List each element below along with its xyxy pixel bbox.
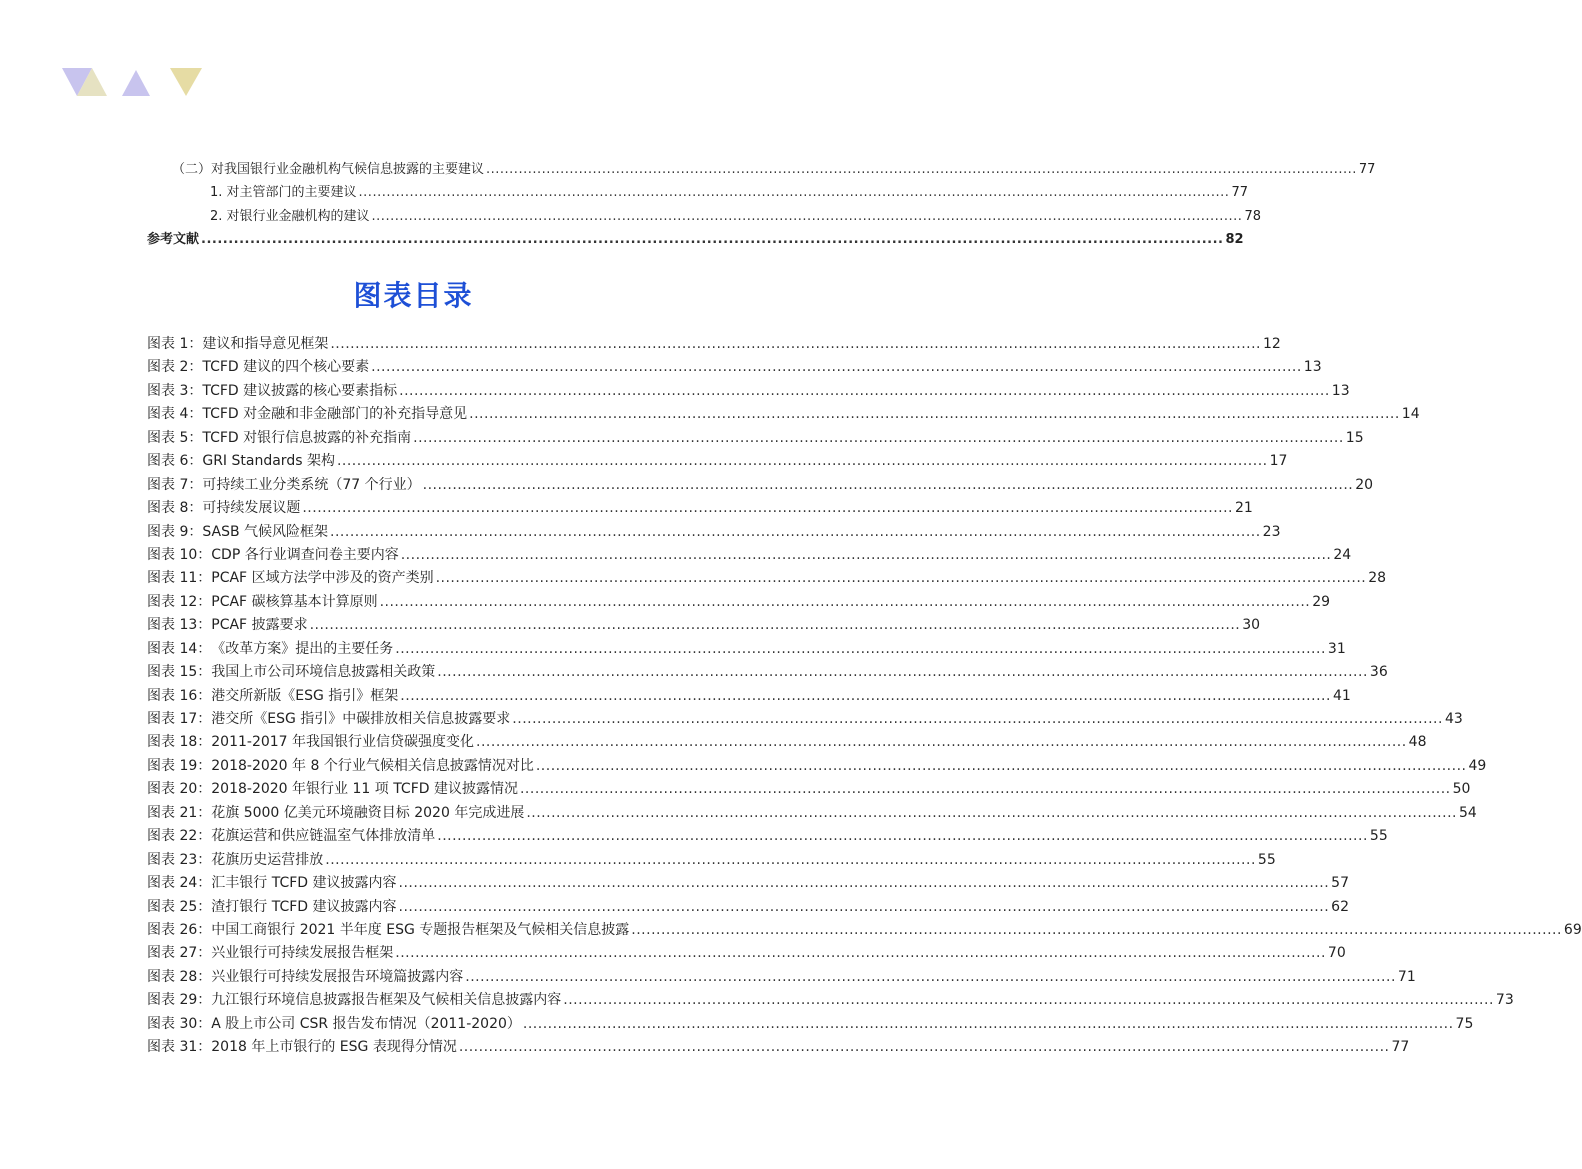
figure-title: 兴业银行可持续发展报告环境篇披露内容 (211, 968, 464, 985)
figure-page: 43 (1444, 711, 1463, 727)
leader-dots (302, 500, 1233, 516)
leader-dots (399, 875, 1330, 891)
leader-dots (325, 852, 1256, 868)
figure-list-item[interactable] (147, 614, 1261, 637)
figure-title: TCFD 对银行信息披露的补充指南 (202, 429, 412, 446)
leader-dots (459, 1039, 1390, 1055)
figure-number: 图表 5： (147, 429, 203, 446)
figure-number: 图表 19： (147, 757, 212, 774)
figure-page: 62 (1331, 898, 1349, 915)
figure-page: 57 (1331, 875, 1349, 892)
figure-title: 《改革方案》提出的主要任务 (211, 640, 394, 657)
figure-list-item[interactable] (147, 567, 1387, 590)
leader-dots (437, 828, 1368, 844)
figure-list-item[interactable] (147, 685, 1351, 708)
figure-page: 30 (1242, 617, 1261, 634)
figure-number: 图表 16： (147, 687, 212, 704)
leader-dots (486, 162, 1357, 177)
figure-list-item[interactable] (147, 1013, 1474, 1036)
figure-page: 17 (1269, 453, 1288, 470)
toc-label: 参考文献 (147, 231, 200, 247)
figure-number: 图表 28： (147, 968, 212, 985)
figure-number: 图表 4： (147, 406, 203, 423)
leader-dots (330, 524, 1261, 540)
figure-list-item[interactable] (147, 356, 1322, 379)
leader-dots (337, 453, 1268, 469)
leader-dots (330, 336, 1261, 352)
figure-number: 图表 17： (147, 711, 212, 727)
figure-number: 图表 27： (147, 945, 212, 962)
figure-number: 图表 30： (147, 1015, 212, 1032)
figure-title: 兴业银行可持续发展报告框架 (211, 945, 394, 962)
leader-dots (437, 664, 1368, 680)
figure-number: 图表 12： (147, 593, 212, 610)
leader-dots (520, 781, 1451, 797)
leader-dots (413, 430, 1344, 446)
toc-page: 77 (1231, 185, 1248, 201)
figure-title: 花旗 5000 亿美元环境融资目标 2020 年完成进展 (211, 804, 525, 821)
figure-list-item[interactable] (147, 755, 1487, 778)
toc-page: 78 (1244, 208, 1261, 224)
figure-title: 港交所《ESG 指引》中碳排放相关信息披露要求 (211, 711, 511, 727)
leader-dots (399, 899, 1330, 915)
figure-page: 69 (1563, 921, 1582, 938)
figure-title: TCFD 对金融和非金融部门的补充指导意见 (202, 406, 468, 423)
figure-list-item[interactable] (147, 380, 1350, 403)
figure-title: PCAF 披露要求 (211, 617, 308, 634)
figure-page: 29 (1312, 593, 1331, 610)
logo-triangle-3 (122, 70, 150, 96)
figure-list-item[interactable] (147, 872, 1349, 895)
figure-page: 73 (1495, 992, 1514, 1009)
leader-dots (401, 547, 1332, 563)
figure-page: 41 (1332, 687, 1351, 704)
figure-page: 50 (1452, 781, 1471, 798)
figure-title: PCAF 碳核算基本计算原则 (211, 593, 378, 610)
toc-line[interactable] (147, 181, 1248, 204)
figure-title: 中国工商银行 2021 半年度 ESG 专题报告框架及气候相关信息披露 (211, 921, 630, 938)
leader-dots (436, 570, 1367, 586)
figure-number: 图表 9： (147, 523, 203, 540)
figure-list-item[interactable] (147, 474, 1374, 497)
figure-number: 图表 1： (147, 336, 203, 352)
figure-title: 港交所新版《ESG 指引》框架 (211, 687, 399, 704)
figure-number: 图表 14： (147, 640, 212, 657)
figure-number: 图表 26： (147, 921, 212, 938)
figure-page: 23 (1262, 523, 1281, 540)
leader-dots (631, 922, 1562, 938)
figure-page: 24 (1333, 546, 1352, 563)
toc-line[interactable] (147, 158, 1376, 181)
figure-number: 图表 11： (147, 570, 212, 587)
figure-number: 图表 13： (147, 617, 212, 634)
figure-list-item[interactable] (147, 544, 1352, 567)
figure-list-item[interactable] (147, 450, 1288, 473)
leader-dots (469, 406, 1400, 422)
figure-number: 图表 8： (147, 500, 203, 517)
figure-page: 49 (1468, 757, 1487, 774)
figure-list-item[interactable] (147, 942, 1346, 965)
figure-list-item[interactable] (147, 661, 1388, 684)
figure-list-item[interactable] (147, 989, 1514, 1012)
figure-title: 2018-2020 年 8 个行业气候相关信息披露情况对比 (211, 757, 534, 774)
figure-number: 图表 23： (147, 851, 212, 868)
leader-dots (201, 232, 1223, 247)
figure-page: 15 (1345, 429, 1364, 446)
leader-dots (536, 758, 1467, 774)
figure-number: 图表 18： (147, 734, 212, 751)
figure-number: 图表 2： (147, 359, 203, 376)
figure-page: 71 (1397, 968, 1416, 985)
figure-title: A 股上市公司 CSR 报告发布情况（2011-2020） (211, 1015, 521, 1032)
figure-title: 九江银行环境信息披露报告框架及气候相关信息披露内容 (211, 992, 562, 1009)
figure-page: 31 (1327, 640, 1346, 657)
figure-title: SASB 气候风险框架 (202, 523, 329, 540)
figure-title: 建议和指导意见框架 (202, 336, 329, 352)
toc-label: （二）对我国银行业金融机构气候信息披露的主要建议 (172, 162, 485, 177)
toc-label: 2. 对银行业金融机构的建议 (210, 208, 370, 224)
figure-page: 48 (1408, 734, 1427, 751)
figure-title: 可持续工业分类系统（77 个行业） (202, 476, 421, 493)
figure-title: TCFD 建议披露的核心要素指标 (202, 382, 398, 399)
figure-number: 图表 31： (147, 1039, 212, 1056)
figure-page: 14 (1401, 406, 1420, 423)
figure-page: 75 (1455, 1015, 1474, 1032)
figure-title: 2018 年上市银行的 ESG 表现得分情况 (211, 1039, 457, 1056)
figure-number: 图表 29： (147, 992, 212, 1009)
figure-title: 2018-2020 年银行业 11 项 TCFD 建议披露情况 (211, 781, 518, 798)
figure-title: 2011-2017 年我国银行业信贷碳强度变化 (211, 734, 475, 751)
figure-list-item[interactable] (147, 427, 1364, 450)
leader-dots (523, 1016, 1454, 1032)
figure-number: 图表 7： (147, 476, 203, 493)
toc-line-references[interactable] (147, 228, 1244, 251)
figure-title: 汇丰银行 TCFD 建议披露内容 (211, 875, 397, 892)
figure-list-item[interactable] (147, 802, 1477, 825)
figure-list-item[interactable] (147, 1036, 1410, 1059)
figure-number: 图表 21： (147, 804, 212, 821)
logo-triangle-4 (170, 68, 202, 96)
leader-dots (380, 594, 1311, 610)
figure-title: PCAF 区域方法学中涉及的资产类别 (211, 570, 434, 587)
figure-number: 图表 20： (147, 781, 212, 798)
figure-list-heading: 图表目录 (353, 279, 474, 312)
figure-list-item[interactable] (147, 591, 1331, 614)
leader-dots (395, 945, 1326, 961)
figure-list-item[interactable] (147, 708, 1463, 731)
toc-page: 82 (1225, 231, 1244, 247)
leader-dots (371, 359, 1302, 375)
leader-dots (563, 992, 1494, 1008)
leader-dots (526, 805, 1457, 821)
figure-page: 20 (1355, 476, 1374, 493)
figure-list-item[interactable] (147, 966, 1416, 989)
figure-page: 54 (1458, 804, 1477, 821)
figure-number: 图表 15： (147, 664, 212, 681)
toc-line[interactable] (147, 205, 1261, 228)
figure-number: 图表 6： (147, 453, 203, 470)
leader-dots (359, 185, 1230, 200)
figure-list-item[interactable] (147, 521, 1281, 544)
leader-dots (476, 734, 1407, 750)
figure-number: 图表 3： (147, 382, 203, 399)
figure-list-item[interactable] (147, 849, 1276, 872)
figure-title: GRI Standards 架构 (202, 453, 335, 470)
figure-number: 图表 25： (147, 898, 212, 915)
leader-dots (465, 969, 1396, 985)
figure-title: CDP 各行业调查问卷主要内容 (211, 546, 399, 563)
leader-dots (372, 209, 1243, 224)
figure-page: 13 (1331, 382, 1350, 399)
leader-dots (423, 477, 1354, 493)
figure-number: 图表 10： (147, 546, 212, 563)
figure-title: 花旗运营和供应链温室气体排放清单 (211, 828, 436, 845)
figure-list-item[interactable] (147, 403, 1420, 426)
figure-page: 28 (1368, 570, 1387, 587)
figure-title: 花旗历史运营排放 (211, 851, 324, 868)
figure-number: 图表 24： (147, 875, 212, 892)
leader-dots (400, 688, 1331, 704)
figure-list-item[interactable] (147, 825, 1388, 848)
figure-page: 36 (1369, 664, 1388, 681)
toc-top (147, 158, 1376, 251)
figure-page: 70 (1327, 945, 1346, 962)
figure-list-item[interactable] (147, 919, 1582, 942)
leader-dots (512, 711, 1443, 727)
figure-list-item[interactable] (147, 333, 1281, 356)
figure-title: TCFD 建议的四个核心要素 (202, 359, 370, 376)
figure-list-item[interactable] (147, 731, 1427, 754)
figure-page: 77 (1391, 1039, 1410, 1056)
toc-label: 1. 对主管部门的主要建议 (210, 185, 357, 201)
logo-triangles (62, 68, 207, 98)
figure-page: 55 (1369, 828, 1388, 845)
figure-list-item[interactable] (147, 896, 1349, 919)
figure-page: 55 (1257, 851, 1276, 868)
figure-page: 13 (1303, 359, 1322, 376)
figure-list-item[interactable] (147, 638, 1346, 661)
figure-number: 图表 22： (147, 828, 212, 845)
figure-list-item[interactable] (147, 778, 1471, 801)
leader-dots (399, 383, 1330, 399)
leader-dots (310, 617, 1241, 633)
figure-list (147, 333, 1582, 1060)
figure-list-item[interactable] (147, 497, 1253, 520)
figure-page: 21 (1235, 500, 1253, 517)
figure-title: 渣打银行 TCFD 建议披露内容 (211, 898, 397, 915)
leader-dots (395, 641, 1326, 657)
figure-title: 可持续发展议题 (202, 500, 301, 517)
toc-page: 77 (1358, 162, 1376, 177)
figure-page: 12 (1263, 336, 1281, 352)
figure-title: 我国上市公司环境信息披露相关政策 (211, 664, 436, 681)
